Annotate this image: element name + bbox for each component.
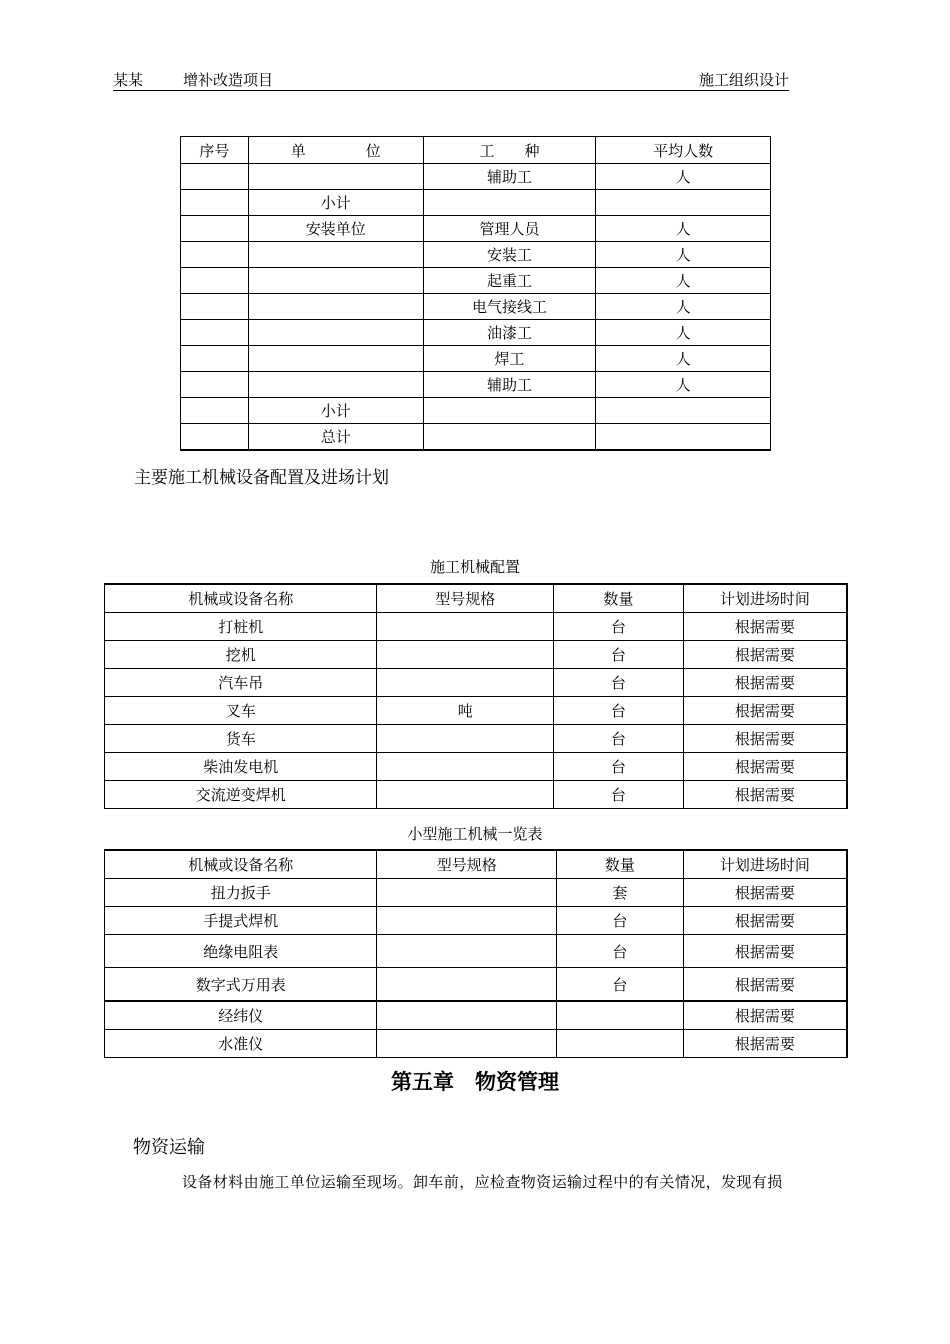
table-cell xyxy=(377,753,554,781)
table-cell: 根据需要 xyxy=(683,613,847,641)
table-row xyxy=(105,907,848,935)
table-cell: 根据需要 xyxy=(683,781,847,809)
table-header-cell: 型号规格 xyxy=(377,584,554,613)
table-cell: 打桩机 xyxy=(105,613,377,641)
table-cell: 人 xyxy=(596,346,771,372)
table-cell xyxy=(377,879,557,907)
table-cell xyxy=(423,424,596,451)
table-cell xyxy=(248,320,423,346)
table-cell: 手提式焊机 xyxy=(105,907,377,935)
table-cell: 根据需要 xyxy=(683,935,847,968)
table-row xyxy=(105,781,848,809)
table-cell: 人 xyxy=(596,372,771,398)
table-cell: 根据需要 xyxy=(683,697,847,725)
table-row xyxy=(181,424,771,451)
table-cell: 辅助工 xyxy=(423,164,596,190)
table-cell: 人 xyxy=(596,216,771,242)
table-cell: 台 xyxy=(554,641,684,669)
table-cell xyxy=(181,372,249,398)
table-cell xyxy=(596,190,771,216)
table-cell: 油漆工 xyxy=(423,320,596,346)
header-project: 增补改造项目 xyxy=(183,71,274,89)
table-cell xyxy=(248,268,423,294)
machinery-heading: 主要施工机械设备配置及进场计划 xyxy=(134,468,389,488)
table-cell: 管理人员 xyxy=(423,216,596,242)
table-header-row xyxy=(105,584,848,613)
table-cell xyxy=(596,398,771,424)
table-cell: 台 xyxy=(554,697,684,725)
table-row xyxy=(181,398,771,424)
machinery-table-caption: 施工机械配置 xyxy=(429,558,520,576)
table-row xyxy=(105,753,848,781)
table-row xyxy=(181,294,771,320)
table-cell: 台 xyxy=(554,613,684,641)
table-cell xyxy=(181,424,249,451)
table-cell: 安装单位 xyxy=(248,216,423,242)
table-row xyxy=(181,346,771,372)
table-cell xyxy=(377,907,557,935)
table-cell: 汽车吊 xyxy=(105,669,377,697)
table-row xyxy=(181,268,771,294)
table-row xyxy=(105,1030,848,1058)
machinery-table xyxy=(104,583,848,809)
labor-table xyxy=(180,136,771,451)
table-cell: 人 xyxy=(596,268,771,294)
table-header-cell: 序号 xyxy=(181,137,249,164)
table-cell: 辅助工 xyxy=(423,372,596,398)
table-cell xyxy=(377,935,557,968)
table-cell: 根据需要 xyxy=(683,725,847,753)
table-cell: 小计 xyxy=(248,398,423,424)
chapter-title: 第五章 物资管理 xyxy=(391,1069,559,1094)
table-row xyxy=(105,613,848,641)
table-cell xyxy=(377,781,554,809)
table-cell xyxy=(181,294,249,320)
table-cell xyxy=(248,294,423,320)
table-cell: 台 xyxy=(557,935,684,968)
table-header-cell: 机械或设备名称 xyxy=(105,584,377,613)
table-cell xyxy=(181,242,249,268)
header-doc-title: 施工组织设计 xyxy=(698,71,789,89)
table-cell: 根据需要 xyxy=(683,669,847,697)
table-cell: 套 xyxy=(557,879,684,907)
table-cell xyxy=(423,190,596,216)
table-header-cell: 单 位 xyxy=(248,137,423,164)
table-row xyxy=(105,669,848,697)
table-cell xyxy=(377,725,554,753)
table-cell: 根据需要 xyxy=(683,1001,847,1030)
table-cell xyxy=(377,613,554,641)
table-cell xyxy=(181,398,249,424)
table-cell: 人 xyxy=(596,294,771,320)
table-header-cell: 型号规格 xyxy=(377,850,557,879)
table-row xyxy=(105,641,848,669)
table-header-cell: 数量 xyxy=(557,850,684,879)
table-cell: 根据需要 xyxy=(683,879,847,907)
table-cell xyxy=(181,216,249,242)
table-header-row xyxy=(181,137,771,164)
table-cell xyxy=(377,1030,557,1058)
table-cell: 根据需要 xyxy=(683,968,847,1002)
table-cell: 交流逆变焊机 xyxy=(105,781,377,809)
table-cell xyxy=(181,268,249,294)
table-cell: 总计 xyxy=(248,424,423,451)
table-cell: 根据需要 xyxy=(683,641,847,669)
table-row xyxy=(181,216,771,242)
table-cell: 台 xyxy=(557,968,684,1002)
small-machinery-table-caption: 小型施工机械一览表 xyxy=(407,825,543,843)
table-cell: 电气接线工 xyxy=(423,294,596,320)
header-company: 某某 xyxy=(113,71,144,89)
table-row xyxy=(105,968,848,1002)
small-machinery-table xyxy=(104,849,848,1058)
table-cell: 根据需要 xyxy=(683,1030,847,1058)
table-header-cell: 数量 xyxy=(554,584,684,613)
table-cell xyxy=(248,346,423,372)
table-cell xyxy=(248,372,423,398)
table-cell xyxy=(377,641,554,669)
table-row xyxy=(181,320,771,346)
section-title: 物资运输 xyxy=(133,1137,205,1158)
table-cell: 人 xyxy=(596,164,771,190)
table-header-cell: 计划进场时间 xyxy=(683,584,847,613)
table-cell xyxy=(181,346,249,372)
table-cell: 人 xyxy=(596,242,771,268)
page-header xyxy=(113,68,789,91)
table-cell: 吨 xyxy=(377,697,554,725)
table-cell: 扭力扳手 xyxy=(105,879,377,907)
table-row xyxy=(105,697,848,725)
table-cell xyxy=(423,398,596,424)
table-cell: 水准仪 xyxy=(105,1030,377,1058)
table-cell xyxy=(377,1001,557,1030)
table-cell: 根据需要 xyxy=(683,907,847,935)
table-cell: 安装工 xyxy=(423,242,596,268)
table-cell: 数字式万用表 xyxy=(105,968,377,1002)
table-cell xyxy=(181,190,249,216)
table-cell xyxy=(557,1001,684,1030)
table-header-cell: 平均人数 xyxy=(596,137,771,164)
table-cell: 台 xyxy=(557,907,684,935)
table-cell: 台 xyxy=(554,725,684,753)
table-cell: 柴油发电机 xyxy=(105,753,377,781)
body-paragraph: 设备材料由施工单位运输至现场。卸车前，应检查物资运输过程中的有关情况，发现有损 xyxy=(182,1173,783,1191)
table-row xyxy=(181,190,771,216)
table-cell xyxy=(181,164,249,190)
table-cell: 人 xyxy=(596,320,771,346)
table-header-cell: 计划进场时间 xyxy=(683,850,847,879)
table-cell xyxy=(248,242,423,268)
table-cell xyxy=(596,424,771,451)
table-cell: 经纬仪 xyxy=(105,1001,377,1030)
table-row xyxy=(181,164,771,190)
table-cell: 挖机 xyxy=(105,641,377,669)
table-cell: 起重工 xyxy=(423,268,596,294)
table-header-cell: 工 种 xyxy=(423,137,596,164)
table-cell xyxy=(377,669,554,697)
table-row xyxy=(181,372,771,398)
table-cell: 台 xyxy=(554,669,684,697)
table-header-cell: 机械或设备名称 xyxy=(105,850,377,879)
table-cell xyxy=(557,1030,684,1058)
table-cell: 小计 xyxy=(248,190,423,216)
table-row xyxy=(105,725,848,753)
table-row xyxy=(181,242,771,268)
table-cell xyxy=(377,968,557,1002)
table-header-row xyxy=(105,850,848,879)
table-cell: 台 xyxy=(554,753,684,781)
table-cell: 台 xyxy=(554,781,684,809)
table-row xyxy=(105,935,848,968)
table-cell: 根据需要 xyxy=(683,753,847,781)
table-cell: 货车 xyxy=(105,725,377,753)
table-cell: 焊工 xyxy=(423,346,596,372)
table-row xyxy=(105,1001,848,1030)
table-row xyxy=(105,879,848,907)
table-cell xyxy=(181,320,249,346)
table-cell xyxy=(248,164,423,190)
table-cell: 叉车 xyxy=(105,697,377,725)
table-cell: 绝缘电阻表 xyxy=(105,935,377,968)
